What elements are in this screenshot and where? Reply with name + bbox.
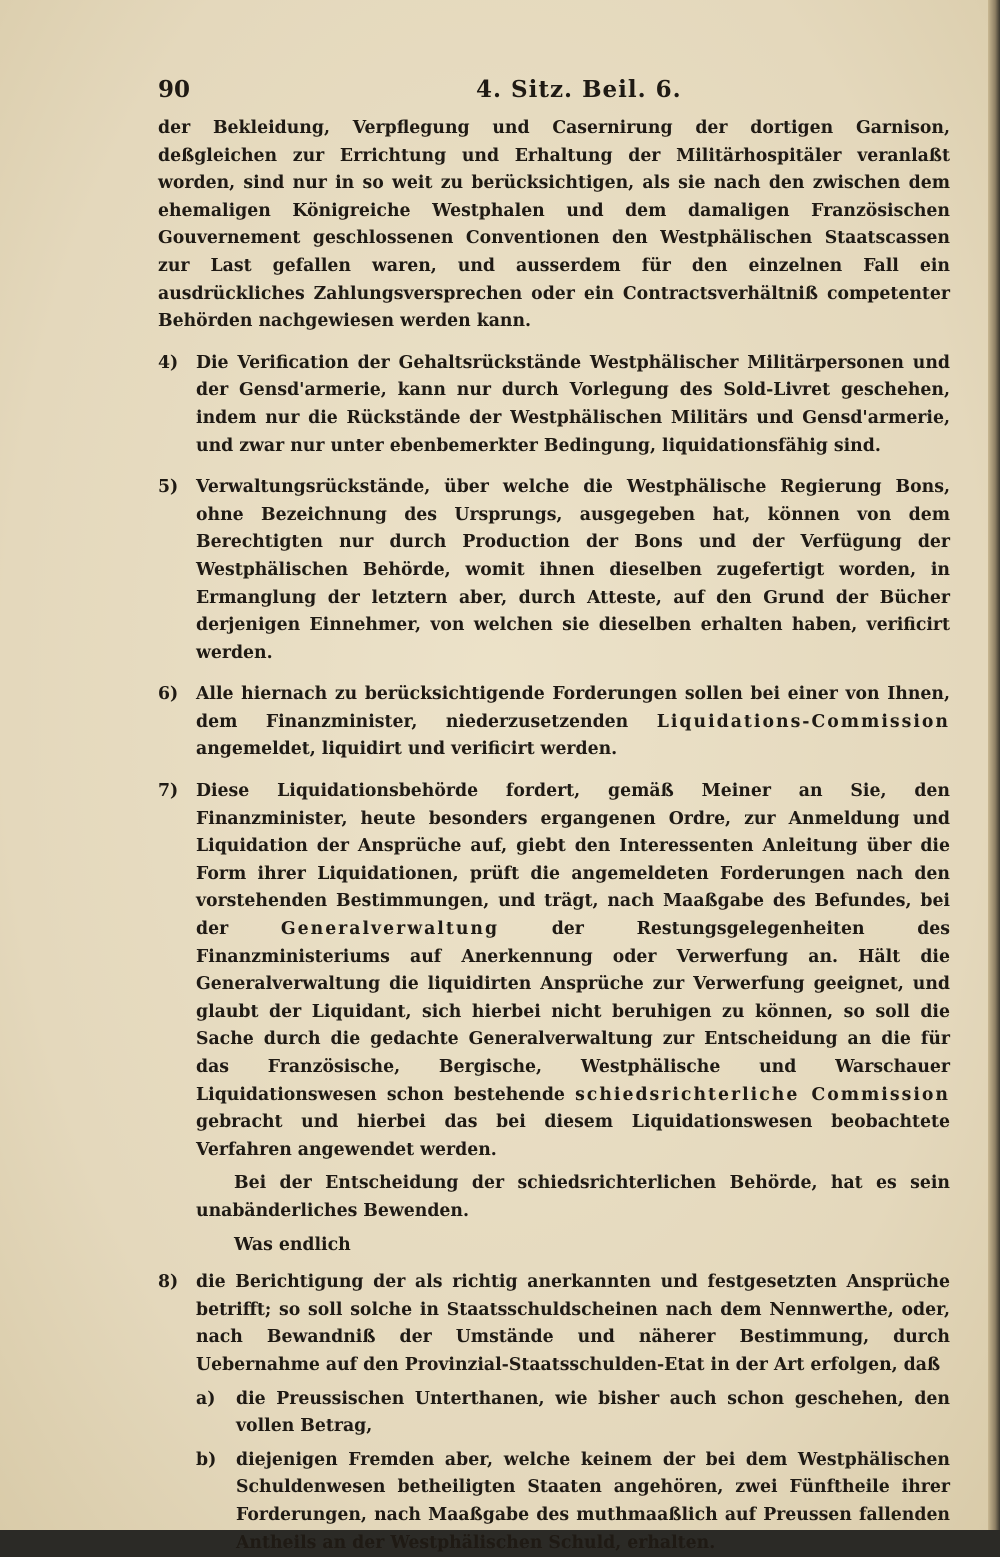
running-title: 4. Sitz. Beil. 6. [476,76,682,103]
item-text: die Berichtigung der als richtig anerkannten und festgesetzten Ansprüche betrifft; so soll solche in Staatsschuldscheinen nach dem Nennwerthe, oder, nach Bewandniß der Umstände und näherer Bestimmung, durch Uebernahme auf den Provinzial-Staatsschulden-Etat in der Art erfolgen, daß [196,1272,950,1375]
decision-text: Bei der Entscheidung der schiedsrichterlichen Behörde, hat es sein unabänderliches Bewenden. [196,1173,950,1221]
decision-paragraph [158,1170,950,1225]
item-number: 5) [158,477,179,498]
body-text [158,115,950,1557]
item-5 [158,474,950,667]
item-number: 7) [158,781,179,802]
subitem-letter: b) [196,1449,217,1470]
item-6 [158,681,950,764]
item-text-after: angemeldet, liquidirt und verificirt werden. [196,739,618,760]
item-4 [158,350,950,460]
subitem-text: diejenigen Fremden aber, welche keinem der bei dem Westphälischen Schuldenwesen betheiligten Staaten angehören, zwei Fünftheile ihrer Forderungen, nach Maaßgabe des muthmaaßlich auf Preussen fallenden Antheils an der Westphälischen Schuld, erhalten. [236,1449,950,1553]
item-8 [158,1269,950,1379]
item-number: 6) [158,684,179,705]
finally-text: Was endlich [234,1234,351,1255]
page-number: 90 [158,76,191,103]
subitem-letter: a) [196,1388,216,1409]
page-edge-shadow [988,0,1000,1530]
finally-paragraph [158,1232,950,1260]
item-text: Die Verification der Gehaltsrückstände Westphälischer Militärpersonen und der Gensd'armerie, kann nur durch Vorlegung des Sold-Livret geschehen, indem nur die Rückstände der Westphälischen Militärs und Gensd'armerie, und zwar nur unter ebenbemerkter Bedingung, liquidationsfähig sind. [196,352,950,456]
commission-name: schiedsrichterliche Commission [575,1084,950,1105]
page-header [158,76,948,108]
authority-name: Generalverwaltung [280,919,500,940]
item-number: 4) [158,352,179,373]
item-number: 8) [158,1272,179,1293]
subitem-a [158,1386,950,1441]
item-text-before: Alle hiernach zu berücksichtigende Forderungen sollen bei einer von Ihnen, dem Finanzminister, niederzusetzenden [196,684,950,732]
subitem-b [158,1447,950,1557]
item-text: Verwaltungsrückstände, über welche die Westphälische Regierung Bons, ohne Bezeichnung des Ursprungs, ausgegeben hat, können von dem Berechtigten nur durch Production der Bons und der Verfügung der Westphälischen Behörde, womit ihnen dieselben zugefertigt worden, in Ermanglung der letztern aber, durch Atteste, auf den Grund der Bücher derjenigen Einnehmer, von welchen sie dieselben erhalten haben, verificirt werden. [196,477,950,663]
intro-paragraph: der Bekleidung, Verpflegung und Casernirung der dortigen Garnison, deßgleichen zur Errichtung und Erhaltung der Militärhospitäler veranlaßt worden, sind nur in so weit zu berücksichtigen, als sie nach den zwischen dem ehemaligen Königreiche Westphalen und dem damaligen Französischen Gouvernement geschlossenen Conventionen den Westphälischen Staatscassen zur Last gefallen waren, und ausserdem für den einzelnen Fall ein ausdrückliches Zahlungsversprechen oder ein Contractsverhältniß competenter Behörden nachgewiesen werden kann. [158,118,950,332]
item-text-before: Diese Liquidationsbehörde fordert, gemäß Meiner an Sie, den Finanzminister, heute besonders ergangenen Ordre, zur Anmeldung und Liquidation der Ansprüche auf, giebt den Interessenten Anleitung über die Form ihrer Liquidationen, prüft die angemeldeten Forderungen nach den vorstehenden Bestimmungen, und trägt, nach Maaßgabe des Befundes, bei der [196,781,950,940]
subitem-text: die Preussischen Unterthanen, wie bisher auch schon geschehen, den vollen Betrag, [236,1388,950,1437]
item-text-after: gebracht und hierbei das bei diesem Liquidationswesen beobachtete Verfahren angewendet werden. [196,1112,950,1160]
item-text-middle: der Restungsgelegenheiten des Finanzministeriums auf Anerkennung oder Verwerfung an. Hält die Generalverwaltung die liquidirten Ansprüche zur Verwerfung geeignet, und glaubt der Liquidant, sich hierbei nicht beruhigen zu können, so soll die Sache durch die gedachte Generalverwaltung zur Entscheidung an die für das Französische, Bergische, Westphälische und Warschauer Liquidationswesen schon bestehende [196,919,951,1105]
commission-name: Liquidations-Commission [656,711,950,732]
item-7 [158,778,950,1164]
